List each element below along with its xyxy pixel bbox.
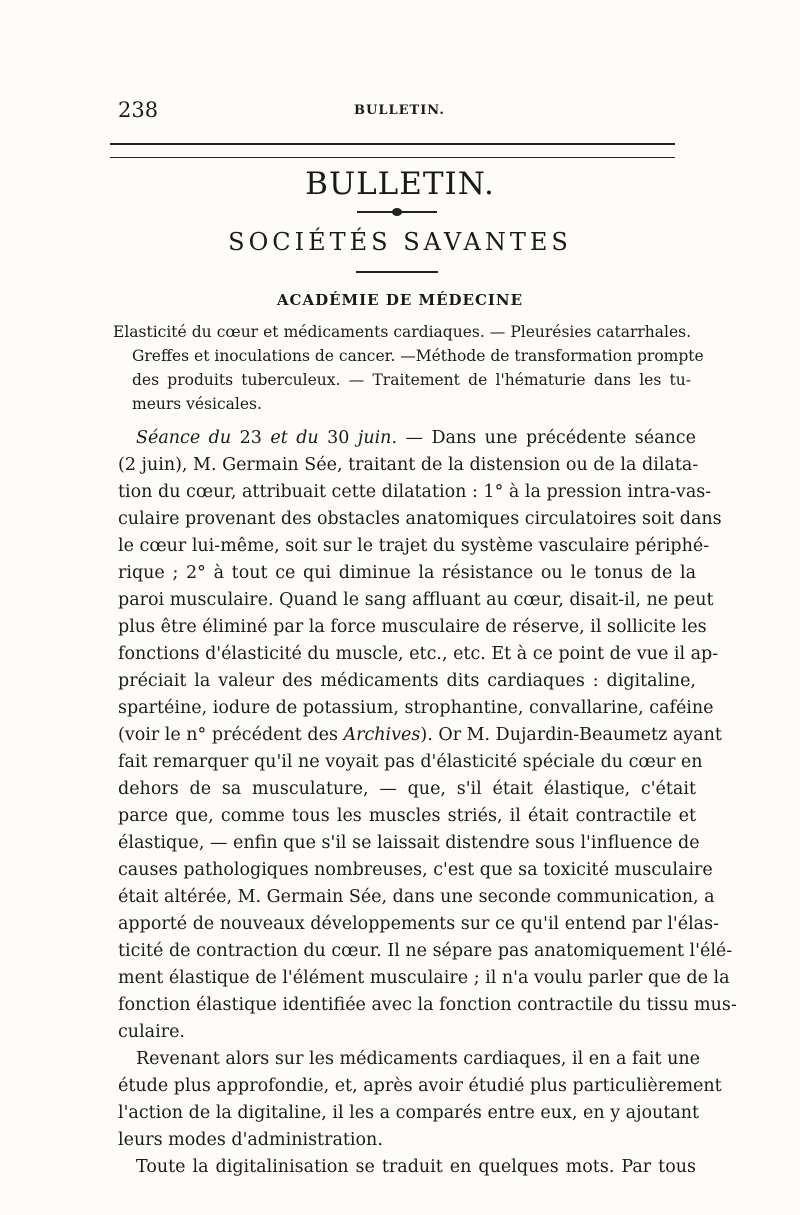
summary-line: des produits tuberculeux. — Traitement de l'hématurie dans les tu- [132, 371, 691, 389]
body-line: plus être éliminé par la force musculaire de réserve, il sollicite les [118, 617, 707, 637]
body-line: spartéine, iodure de potassium, strophantine, convallarine, caféine [118, 698, 714, 718]
body-line: culaire. [118, 1022, 185, 1042]
body-line: paroi musculaire. Quand le sang affluant au cœur, disait-il, ne peut [118, 590, 714, 610]
body-line: le cœur lui-même, soit sur le trajet du système vasculaire périphé- [118, 536, 710, 556]
body-line: (voir le n° précédent des Archives). Or M. Dujardin-Beaumetz ayant [118, 725, 722, 745]
body-line: ticité de contraction du cœur. Il ne sépare pas anatomiquement l'élé- [118, 941, 733, 961]
body-line: fait remarquer qu'il ne voyait pas d'élasticité spéciale du cœur en [118, 752, 703, 772]
body-line: rique ; 2° à tout ce qui diminue la résistance ou le tonus de la [118, 563, 696, 583]
body-line: causes pathologiques nombreuses, c'est que sa toxicité musculaire [118, 860, 713, 880]
section-title: SOCIÉTÉS SAVANTES [228, 228, 572, 256]
subsection-title: ACADÉMIE DE MÉDECINE [276, 291, 524, 309]
body-line: ment élastique de l'élément musculaire ; il n'a voulu parler que de la [118, 968, 730, 988]
running-title: BULLETIN. [354, 103, 445, 118]
summary-line: Greffes et inoculations de cancer. —Méthode de transformation prompte [132, 347, 704, 365]
body-line: (2 juin), M. Germain Sée, traitant de la distension ou de la dilata- [118, 455, 699, 475]
summary-line: meurs vésicales. [132, 395, 262, 413]
summary-line: Elasticité du cœur et médicaments cardiaques. — Pleurésies catarrhales. [113, 323, 691, 341]
body-line: leurs modes d'administration. [118, 1130, 383, 1150]
body-line: préciait la valeur des médicaments dits cardiaques : digitaline, [118, 671, 696, 691]
ornament-divider [357, 210, 437, 214]
page-number: 238 [118, 98, 159, 122]
short-rule-divider [356, 271, 438, 273]
body-line: dehors de sa musculature, — que, s'il était élastique, c'était [118, 779, 696, 799]
body-line: Séance du 23 et du 30 juin. — Dans une précédente séance [136, 428, 696, 448]
body-line: était altérée, M. Germain Sée, dans une seconde communication, a [118, 887, 715, 907]
body-line: fonction élastique identifiée avec la fonction contractile du tissu mus- [118, 995, 737, 1015]
body-line: tion du cœur, attribuait cette dilatation : 1° à la pression intra-vas- [118, 482, 712, 502]
body-line: Toute la digitalinisation se traduit en quelques mots. Par tous [136, 1157, 696, 1177]
body-line: parce que, comme tous les muscles striés, il était contractile et [118, 806, 696, 826]
body-line: élastique, — enfin que s'il se laissait distendre sous l'influence de [118, 833, 700, 853]
body-line: culaire provenant des obstacles anatomiques circulatoires soit dans [118, 509, 722, 529]
body-line: l'action de la digitaline, il les a comparés entre eux, en y ajoutant [118, 1103, 700, 1123]
body-line: fonctions d'élasticité du muscle, etc., etc. Et à ce point de vue il ap- [118, 644, 719, 664]
double-rule-divider [110, 143, 675, 158]
body-line: étude plus approfondie, et, après avoir étudié plus particulièrement [118, 1076, 722, 1096]
body-line: Revenant alors sur les médicaments cardiaques, il en a fait une [136, 1049, 700, 1069]
running-head [118, 98, 688, 128]
main-title: BULLETIN. [305, 166, 495, 202]
body-line: apporté de nouveaux développements sur ce qu'il entend par l'élas- [118, 914, 720, 934]
